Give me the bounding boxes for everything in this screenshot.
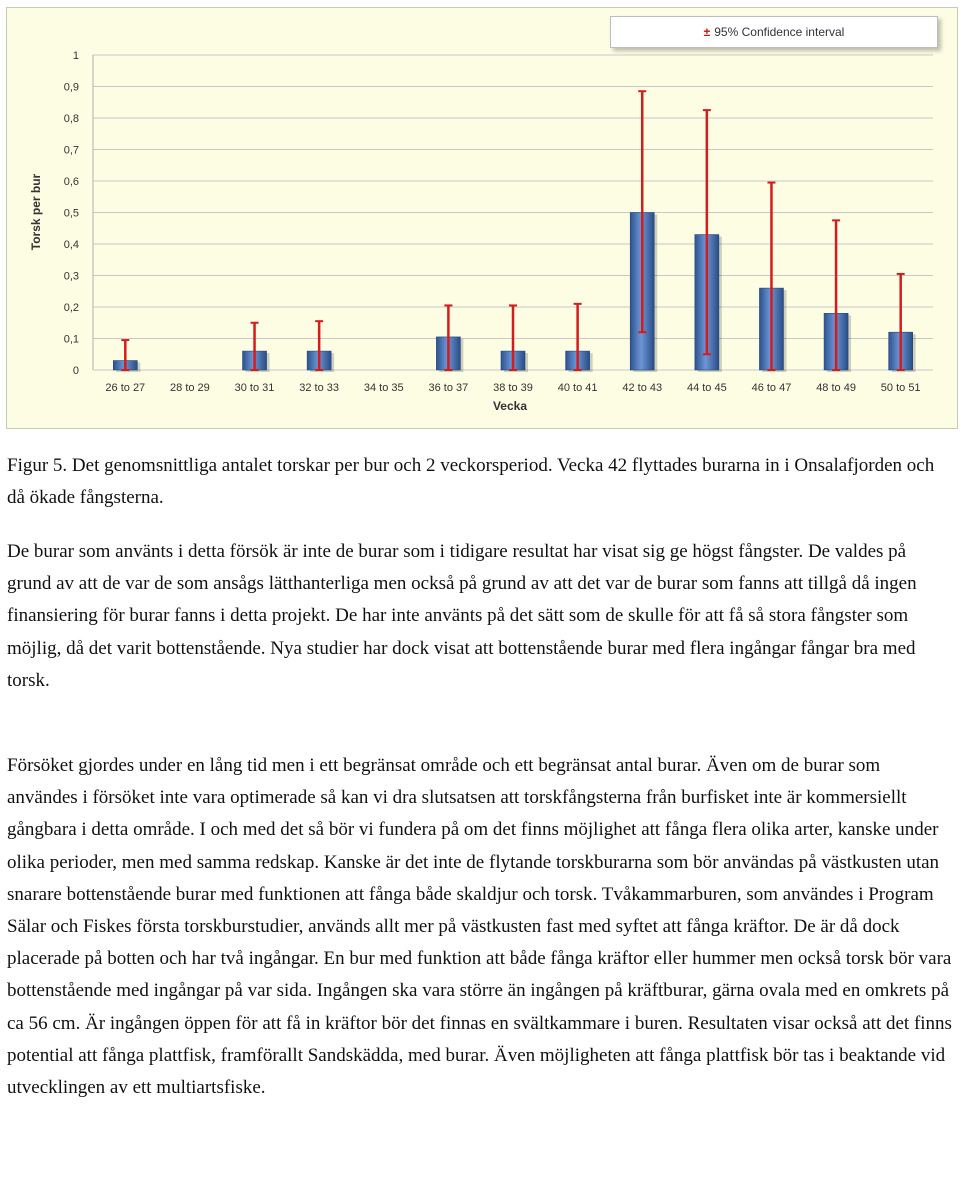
chart-panel — [6, 7, 958, 429]
legend-label: 95% Confidence interval — [714, 25, 845, 39]
plus-minus-symbol: ± — [703, 25, 711, 39]
y-tick-label: 0,3 — [63, 270, 79, 283]
x-tick-label: 28 to 29 — [170, 382, 210, 394]
x-tick-label: 40 to 41 — [557, 382, 598, 394]
x-tick-label: 48 to 49 — [816, 382, 856, 394]
x-tick-label: 26 to 27 — [105, 382, 146, 394]
y-tick-label: 0,1 — [63, 333, 79, 346]
x-tick-label: 46 to 47 — [751, 382, 792, 394]
figure-caption — [7, 450, 955, 514]
x-tick-label: 32 to 33 — [299, 382, 340, 394]
x-tick-label: 42 to 43 — [622, 382, 663, 394]
x-tick-label: 44 to 45 — [686, 382, 727, 394]
y-tick-label: 0,4 — [63, 239, 79, 251]
y-tick-label: 1 — [72, 50, 79, 62]
body-paragraph-1 — [7, 536, 955, 697]
y-tick-label: 0,6 — [63, 176, 79, 188]
x-tick-label: 50 to 51 — [880, 382, 921, 394]
body-paragraph-2 — [7, 750, 955, 1104]
y-tick-label: 0,5 — [63, 207, 79, 220]
paragraph-text: De burar som använts i detta försök är inte de burar som i tidigare resultat har visat sig ge högst fångster. De valdes på grund av att de var de som ansågs lätthanterliga men också på grund av att det var de burar som fanns att tillgå då ingen finansiering för burar fanns i detta projekt. De har inte använts på det sätt som de skulle för att få så stora fångster som möjlig, då det varit bottenstående. Nya studier har dock visat att bottenstående burar med flera ingångar fångar bra med torsk. — [7, 541, 917, 691]
y-tick-label: 0 — [72, 365, 79, 377]
y-axis-label: Torsk per bur — [29, 173, 43, 251]
x-axis-label: Vecka — [492, 399, 528, 413]
x-tick-label: 38 to 39 — [493, 382, 533, 394]
paragraph-text: Försöket gjordes under en lång tid men i ett begränsat område och ett begränsat antal burar. Även om de burar som användes i försöket inte vara optimerade så kan vi dra slutsatsen att torskfångsterna från burfisket inte är kommersiellt gångbara i detta område. I och med det så bör vi fundera på om det finns möjlighet att fånga flera olika arter, kanske under olika perioder, men med samma redskap. Kanske är det inte de flytande torskburarna som bör användas på västkusten utan snarare bottenstående burar med funktionen att fånga både skaldjur och torsk. Tvåkammarburen, som användes i Program Sälar och Fiskes första torskburstudier, används allt mer på västkusten fast med syftet att fånga kräftor. De är då dock placerade på botten och har två ingångar. En bur med funktion att både fånga kräftor eller hummer men också torsk bör vara bottenstående med ingångar på var sida. Ingången ska vara större än ingången på kräftburar, gärna ovala med en omkrets på ca 56 cm. Är ingången öppen för att få in kräftor bör det finnas en svältkammare i buren. Resultaten visar också att det finns potential att fånga plattfisk, framförallt Sandskädda, med burar. Även möjligheten att fånga plattfisk bör tas i beaktande vid utvecklingen av ett multiartsfiske. — [7, 755, 952, 1099]
chart-legend — [610, 16, 938, 48]
y-tick-label: 0,7 — [63, 144, 79, 157]
caption-text: Figur 5. Det genomsnittliga antalet torskar per bur och 2 veckorsperiod. Vecka 42 flyttades burarna in i Onsalafjorden och då ökade fångsterna. — [7, 455, 935, 509]
bar-chart — [7, 8, 957, 428]
x-tick-label: 30 to 31 — [234, 382, 275, 394]
x-tick-label: 36 to 37 — [428, 382, 469, 394]
x-tick-label: 34 to 35 — [363, 382, 404, 394]
y-tick-label: 0,8 — [63, 113, 79, 125]
y-tick-label: 0,9 — [63, 81, 79, 94]
y-tick-label: 0,2 — [63, 302, 79, 314]
